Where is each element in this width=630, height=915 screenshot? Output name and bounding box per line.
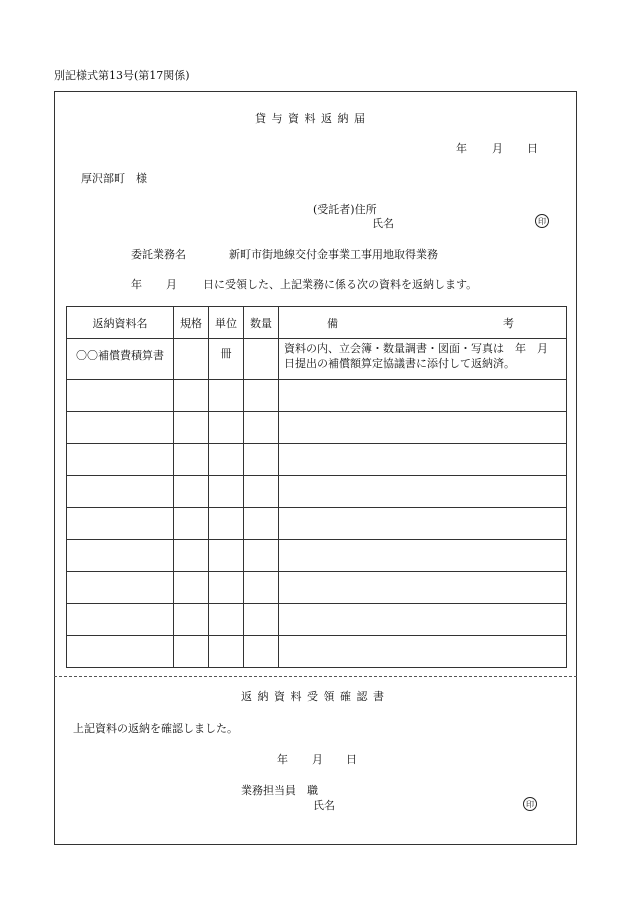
cell-material-name: 〇〇補償費積算書	[67, 339, 174, 380]
header-material-name: 返納資料名	[67, 307, 174, 339]
table-row	[67, 444, 567, 476]
officer-seal-mark-icon: 印	[523, 797, 537, 811]
cell-quantity	[244, 339, 279, 380]
header-remarks-2: 考	[503, 316, 514, 330]
date-month: 月	[492, 142, 503, 155]
cell-spec	[174, 339, 209, 380]
officer-label: 業務担当員 職	[241, 784, 318, 797]
table-header-row	[67, 307, 567, 339]
officer-name-label: 氏名	[313, 799, 335, 812]
returned-materials-table	[66, 306, 567, 668]
header-remarks-1: 備	[327, 316, 338, 330]
header-unit: 単位	[209, 307, 244, 339]
remarks-text: 資料の内、立会簿・数量調書・図面・写真は 年 月 日提出の補償額算定協議書に添付して返納済。	[284, 342, 559, 370]
receipt-date-month: 月	[312, 753, 323, 766]
cell-unit: 冊	[209, 339, 244, 380]
table-row	[67, 604, 567, 636]
statement-month: 月	[166, 278, 177, 291]
date-year: 年	[456, 142, 467, 155]
table-row	[67, 572, 567, 604]
project-label: 委託業務名	[131, 248, 186, 261]
seal-mark-icon: 印	[535, 214, 549, 228]
address-label: (受託者)住所	[313, 203, 377, 216]
table-row	[67, 636, 567, 668]
project-name: 新町市街地線交付金事業工事用地取得業務	[229, 248, 438, 261]
receipt-date-year: 年	[277, 753, 288, 766]
cell-remarks	[279, 339, 567, 380]
table-row	[67, 339, 567, 380]
header-quantity: 数量	[244, 307, 279, 339]
table-row	[67, 508, 567, 540]
header-remarks	[279, 307, 567, 339]
header-spec: 規格	[174, 307, 209, 339]
receipt-confirmation: 上記資料の返納を確認しました。	[73, 722, 238, 735]
table-row	[67, 380, 567, 412]
receipt-date-day: 日	[346, 753, 357, 766]
cut-line-divider	[54, 676, 577, 677]
date-day: 日	[527, 142, 538, 155]
receipt-title: 返 納 資 料 受 領 確 認 書	[241, 690, 385, 703]
form-number-label: 別記様式第13号(第17関係)	[54, 69, 190, 82]
name-label: 氏名	[372, 217, 394, 230]
statement-year: 年	[131, 278, 142, 291]
table-row	[67, 476, 567, 508]
statement-text: 日に受領した、上記業務に係る次の資料を返納します。	[203, 278, 478, 291]
addressee: 厚沢部町 様	[81, 172, 147, 185]
table-row	[67, 540, 567, 572]
form-title: 貸 与 資 料 返 納 届	[255, 112, 366, 125]
table-row	[67, 412, 567, 444]
